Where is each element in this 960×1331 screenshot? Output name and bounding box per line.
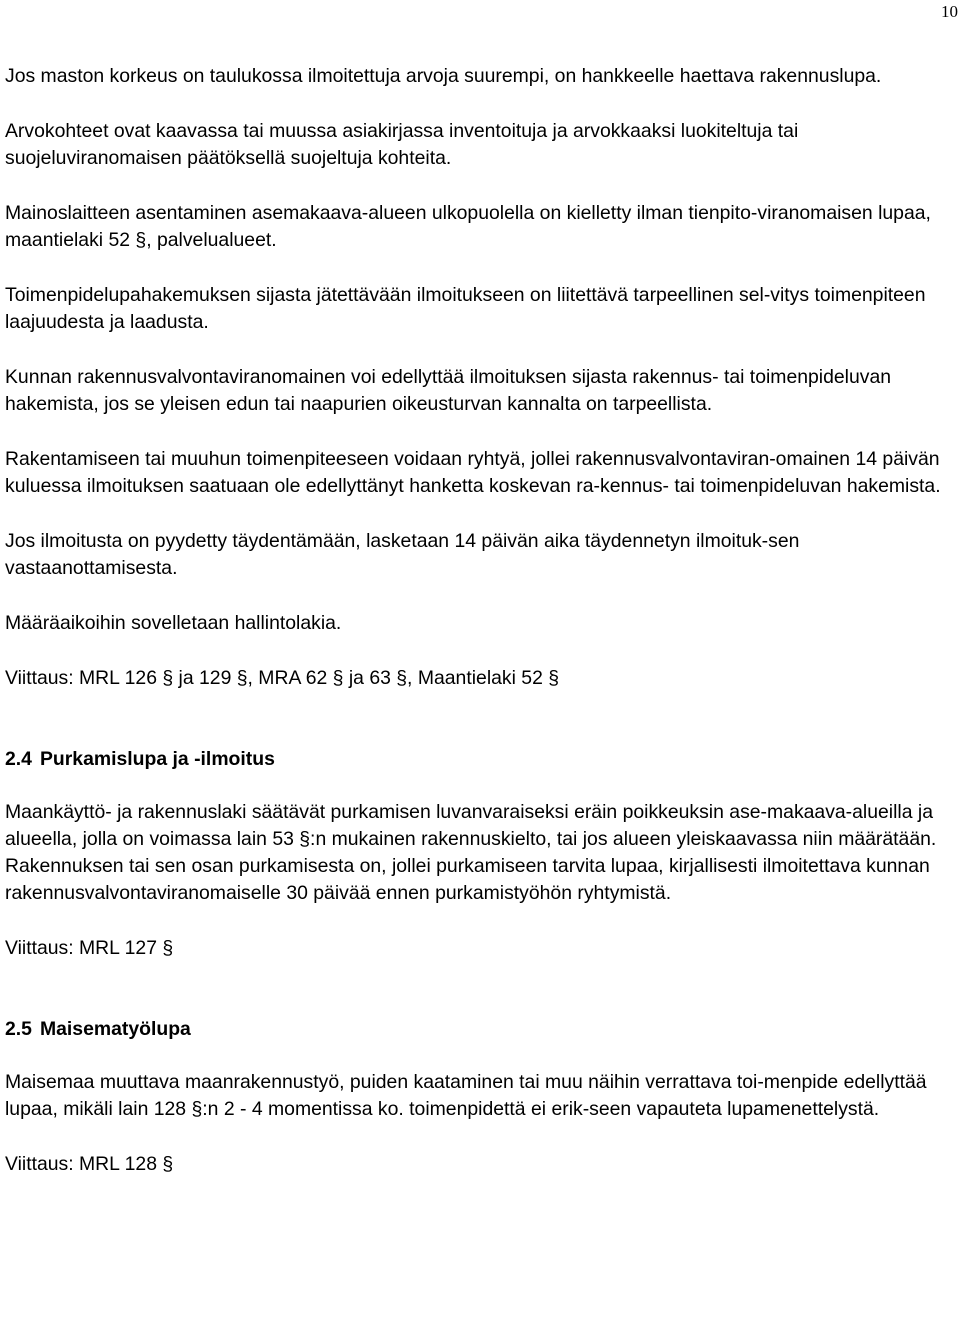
- section-title: Purkamislupa ja -ilmoitus: [39, 748, 275, 770]
- paragraph: Rakentamiseen tai muuhun toimenpiteeseen voidaan ryhtyä, jollei rakennusvalvontaviran-omainen 14 päivän kuluessa ilmoituksen saatuaan ole edellyttänyt hanketta koskevan ra-kennus- tai toimenpideluvan hakemista.: [5, 448, 941, 497]
- section-number: 2.4: [5, 748, 32, 770]
- paragraph: Mainoslaitteen asentaminen asemakaava-alueen ulkopuolella on kielletty ilman tienpito-viranomaisen lupaa, maantielaki 52 §, palvelualueet.: [5, 202, 931, 251]
- paragraph: Maisemaa muuttava maanrakennustyö, puiden kaataminen tai muu näihin verrattava toi-menpide edellyttää lupaa, mikäli lain 128 §:n 2 - 4 momentissa ko. toimenpidettä ei erik-seen vapauteta lupamenettelystä.: [5, 1071, 927, 1120]
- paragraph: Maankäyttö- ja rakennuslaki säätävät purkamisen luvanvaraiseksi eräin poikkeuksin ase-makaava-alueilla ja alueella, jolla on voimassa lain 53 §:n mukainen rakennuskielto, tai jos alueen yleiskaavassa niin määrätään. Rakennuksen tai sen osan purkamisesta on, jollei purkamiseen tarvita lupaa, kirjallisesti ilmoitettava kunnan rakennusvalvontaviranomaiselle 30 päivää ennen purkamistyöhön ryhtymistä.: [5, 801, 937, 904]
- reference-line: Viittaus: MRL 127 §: [5, 937, 174, 959]
- paragraph: Arvokohteet ovat kaavassa tai muussa asiakirjassa inventoituja ja arvokkaaksi luokiteltuja tai suojeluviranomaisen päätöksellä suojeltuja kohteita.: [5, 120, 799, 169]
- page-number: 10: [941, 2, 958, 21]
- document-body: [5, 63, 955, 1206]
- reference-line: Viittaus: MRL 126 § ja 129 §, MRA 62 § ja 63 §, Maantielaki 52 §: [5, 667, 560, 689]
- section-number: 2.5: [5, 1018, 32, 1040]
- paragraph: Jos ilmoitusta on pyydetty täydentämään, lasketaan 14 päivän aika täydennetyn ilmoituk-sen vastaanottamisesta.: [5, 530, 800, 579]
- paragraph: Määräaikoihin sovelletaan hallintolakia.: [5, 612, 342, 634]
- section-heading-2-5: [5, 1016, 955, 1043]
- section-heading-2-4: [5, 746, 955, 773]
- paragraph: Toimenpidelupahakemuksen sijasta jätettävään ilmoitukseen on liitettävä tarpeellinen sel-vitys toimenpiteen laajuudesta ja laadusta.: [5, 284, 926, 333]
- reference-line: Viittaus: MRL 128 §: [5, 1153, 174, 1175]
- paragraph: Kunnan rakennusvalvontaviranomainen voi edellyttää ilmoituksen sijasta rakennus- tai toimenpideluvan hakemista, jos se yleisen edun tai naapurien oikeusturvan kannalta on tarpeellista.: [5, 366, 892, 415]
- paragraph: Jos maston korkeus on taulukossa ilmoitettuja arvoja suurempi, on hankkeelle haettava rakennuslupa.: [5, 65, 882, 87]
- section-title: Maisematyölupa: [39, 1018, 191, 1040]
